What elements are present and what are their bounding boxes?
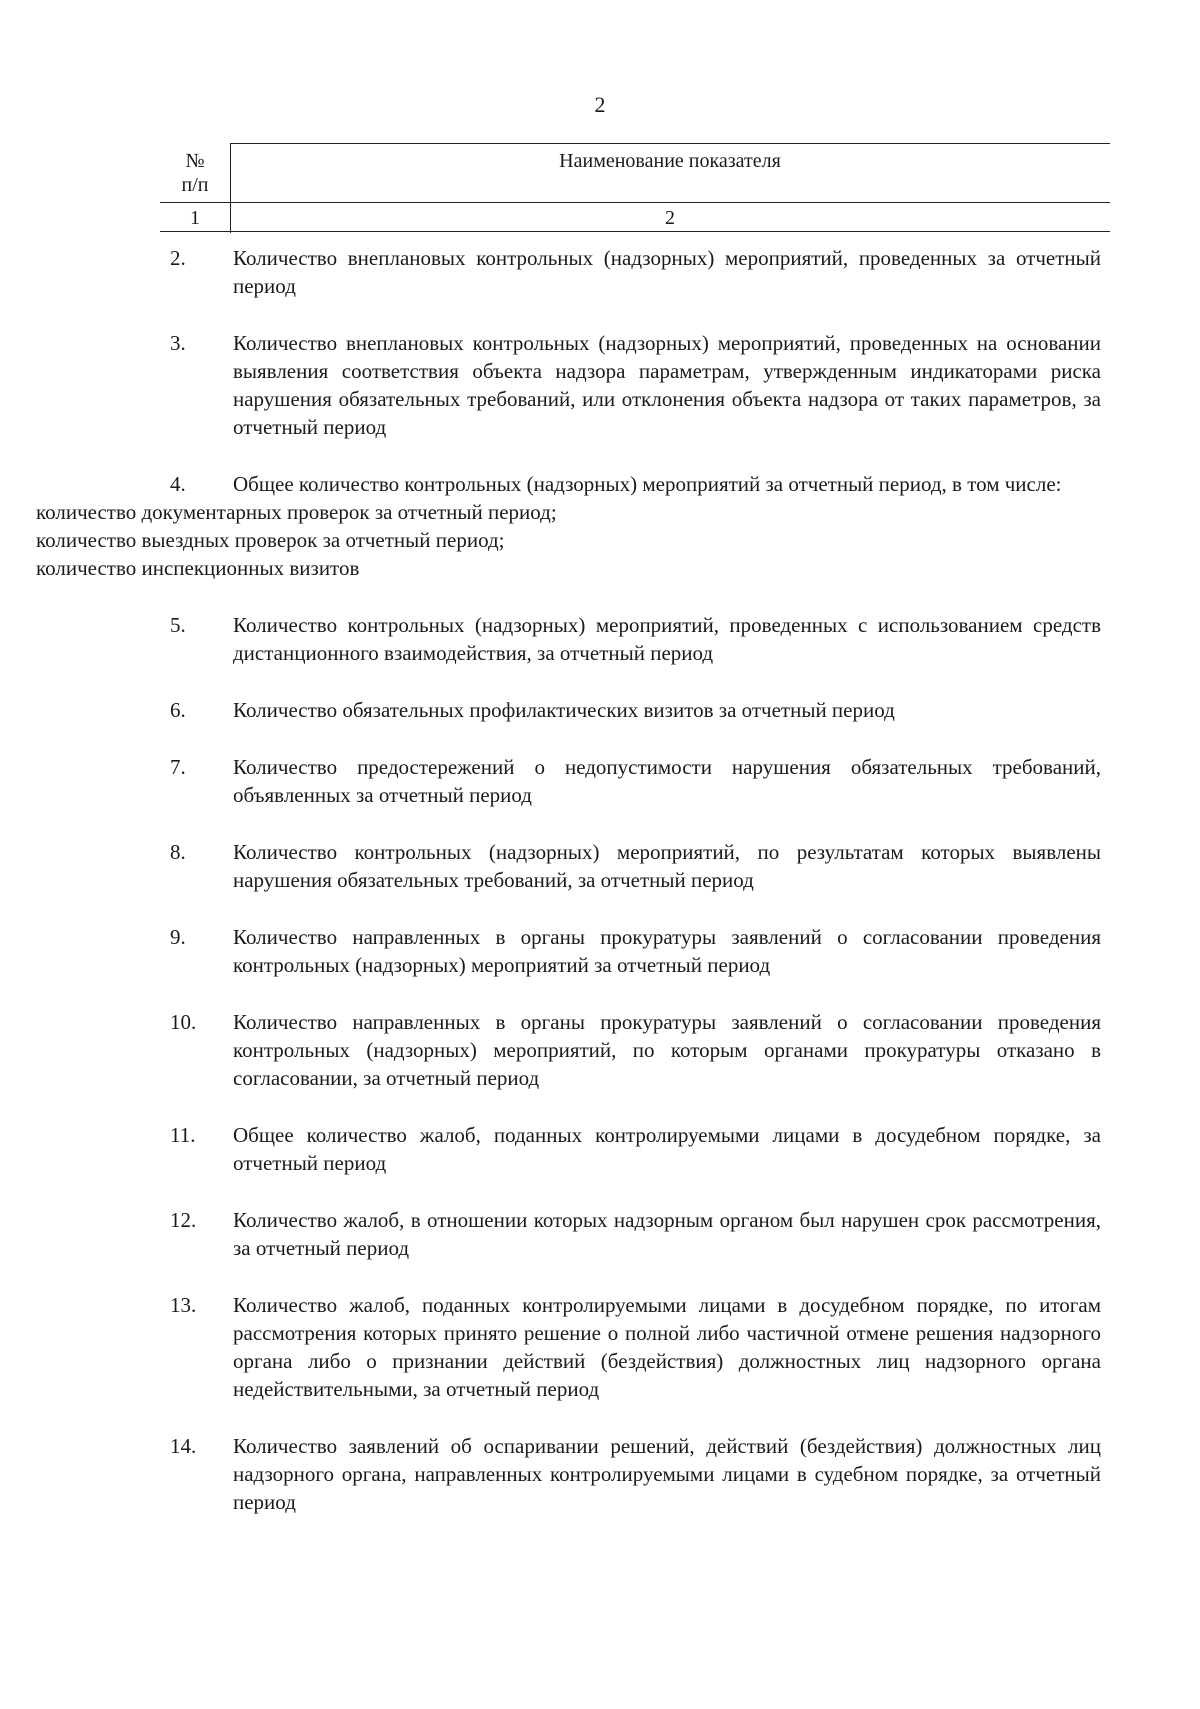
item-text: Количество жалоб, в отношении которых надзорным органом был нарушен срок рассмотрения, за отчетный период — [233, 1208, 1101, 1260]
list-item — [0, 1008, 1200, 1092]
item-text: Количество заявлений об оспаривании решений, действий (бездействия) должностных лиц надзорного органа, направленных контролируемыми лицами в судебном порядке, за отчетный период — [233, 1434, 1101, 1514]
item-text: Количество контрольных (надзорных) мероприятий, по результатам которых выявлены нарушения обязательных требований, за отчетный период — [233, 840, 1101, 892]
item-number: 8. — [170, 840, 186, 864]
item-text: Количество контрольных (надзорных) мероприятий, проведенных с использованием средств дистанционного взаимодействия, за отчетный период — [233, 613, 1101, 665]
sub-item-text: количество выездных проверок за отчетный период; — [36, 528, 505, 552]
list-item — [0, 1432, 1200, 1516]
table-middle-border — [160, 202, 1110, 203]
item-number: 4. — [170, 472, 186, 496]
item-number: 11. — [170, 1123, 196, 1147]
list-item — [0, 753, 1200, 809]
sub-item-text: количество инспекционных визитов — [36, 556, 360, 580]
list-item — [0, 470, 1200, 582]
list-item — [0, 696, 1200, 724]
item-number: 9. — [170, 925, 186, 949]
item-text: Количество направленных в органы прокуратуры заявлений о согласовании проведения контрольных (надзорных) мероприятий, по которым органами прокуратуры отказано в согласовании, за отчетный период — [233, 1010, 1101, 1090]
column-name-index: 2 — [665, 207, 675, 229]
item-text: Количество внеплановых контрольных (надзорных) мероприятий, проведенных за отчетный период — [233, 246, 1101, 298]
list-item — [0, 1121, 1200, 1177]
item-number: 10. — [170, 1010, 197, 1034]
column-number-symbol: № — [185, 150, 205, 172]
column-number-header — [160, 149, 230, 197]
indicator-list — [0, 244, 1200, 1545]
list-item — [0, 1206, 1200, 1262]
item-number: 2. — [170, 246, 186, 270]
list-item — [0, 611, 1200, 667]
column-name-header: Наименование показателя — [559, 150, 781, 172]
sub-item-text: количество документарных проверок за отчетный период; — [36, 500, 557, 524]
column-number-abbrev: п/п — [181, 174, 209, 196]
item-text: Общее количество контрольных (надзорных) мероприятий за отчетный период, в том числе: — [233, 472, 1062, 496]
item-number: 12. — [170, 1208, 197, 1232]
item-text: Количество предостережений о недопустимости нарушения обязательных требований, объявленных за отчетный период — [233, 755, 1101, 807]
page-number: 2 — [594, 92, 606, 117]
list-item — [0, 1291, 1200, 1403]
table-top-border — [230, 143, 1110, 144]
item-text: Количество обязательных профилактических визитов за отчетный период — [233, 698, 895, 722]
list-item — [0, 329, 1200, 441]
item-text: Общее количество жалоб, поданных контролируемыми лицами в досудебном порядке, за отчетный период — [233, 1123, 1101, 1175]
table-bottom-border — [160, 231, 1110, 232]
indicator-table-header — [160, 143, 1110, 233]
column-number-index: 1 — [190, 207, 200, 229]
list-item — [0, 244, 1200, 300]
item-text: Количество направленных в органы прокуратуры заявлений о согласовании проведения контрольных (надзорных) мероприятий за отчетный период — [233, 925, 1101, 977]
item-number: 7. — [170, 755, 186, 779]
item-text: Количество внеплановых контрольных (надзорных) мероприятий, проведенных на основании выявления соответствия объекта надзора параметрам, утвержденным индикаторами риска нарушения обязательных требований, или отклонения объекта надзора от таких параметров, за отчетный период — [233, 331, 1101, 439]
item-number: 6. — [170, 698, 186, 722]
item-text: Количество жалоб, поданных контролируемыми лицами в досудебном порядке, по итогам рассмотрения которых принято решение о полной либо частичной отмене решения надзорного органа либо о признании действий (бездействия) должностных лиц надзорного органа недействительными, за отчетный период — [233, 1293, 1101, 1401]
item-number: 13. — [170, 1293, 197, 1317]
list-item — [0, 838, 1200, 894]
item-number: 5. — [170, 613, 186, 637]
list-item — [0, 923, 1200, 979]
item-number: 14. — [170, 1434, 197, 1458]
item-number: 3. — [170, 331, 186, 355]
